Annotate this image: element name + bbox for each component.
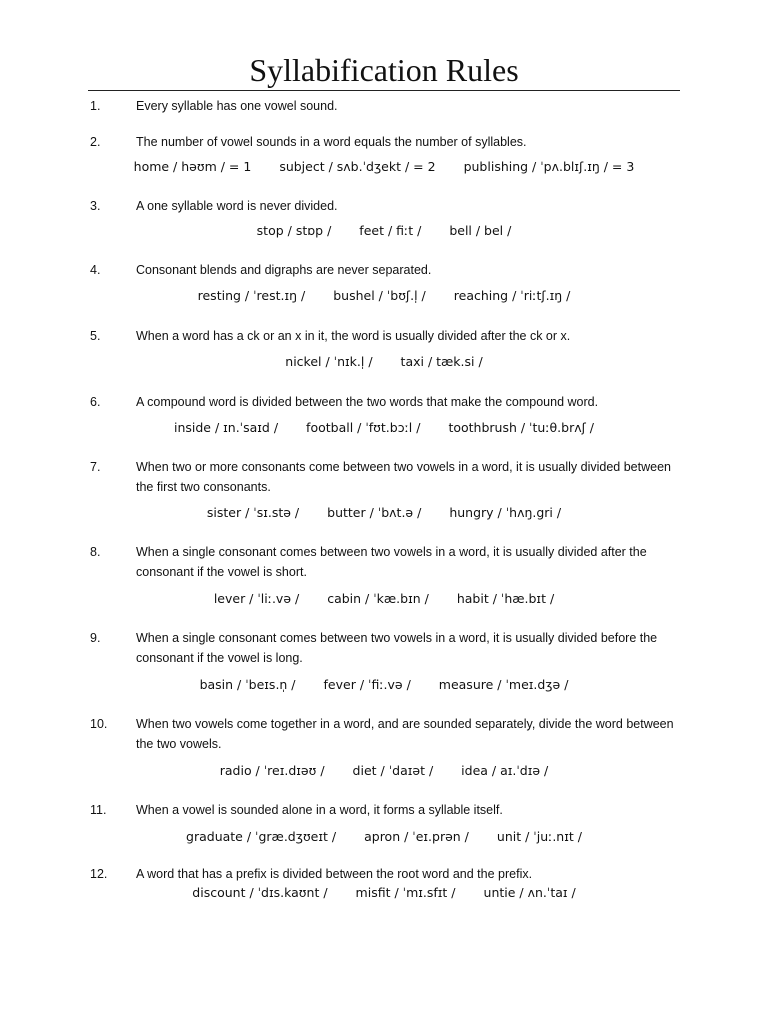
- rule-text: A one syllable word is never divided.: [136, 199, 338, 213]
- example-word: apron / ˈeɪ.prən /: [364, 829, 469, 844]
- rule-number: 11.: [90, 803, 107, 817]
- rule-number: 9.: [90, 631, 101, 645]
- example-word: basin / ˈbeɪs.n̩ /: [199, 677, 296, 692]
- rule-text: A word that has a prefix is divided between the root word and the prefix.: [136, 867, 533, 881]
- example-word: diet / ˈdaɪət /: [352, 763, 434, 778]
- rule-text: When two or more consonants come between two vowels in a word, it is usually divided between the first two consonants.: [136, 460, 671, 494]
- rule-text: A compound word is divided between the two words that make the compound word.: [136, 395, 599, 409]
- rule-text: When two vowels come together in a word, and are sounded separately, divide the word between the two vowels.: [136, 717, 674, 751]
- example-word: bushel / ˈbʊʃ.l̩ /: [333, 288, 426, 303]
- rule-number: 4.: [90, 263, 101, 277]
- rule-examples: [0, 884, 768, 902]
- rule-examples: [0, 676, 768, 694]
- rule-text: Every syllable has one vowel sound.: [136, 99, 338, 113]
- rule-examples: [0, 590, 768, 608]
- example-word: toothbrush / ˈtuːθ.brʌʃ /: [448, 420, 595, 435]
- example-word: sister / ˈsɪ.stə /: [206, 505, 300, 520]
- example-word: home / həʊm / = 1: [133, 159, 252, 174]
- rule-number: 1.: [90, 99, 101, 113]
- rule-examples: [0, 222, 768, 240]
- rule-number: 10.: [90, 717, 108, 731]
- example-word: discount / ˈdɪs.kaʊnt /: [192, 885, 328, 900]
- rule-examples: [0, 504, 768, 522]
- example-word: subject / sʌb.ˈdʒekt / = 2: [279, 159, 436, 174]
- rule-text: The number of vowel sounds in a word equals the number of syllables.: [136, 135, 527, 149]
- rule-number: 6.: [90, 395, 101, 409]
- example-word: butter / ˈbʌt.ə /: [327, 505, 422, 520]
- example-word: resting / ˈrest.ɪŋ /: [197, 288, 306, 303]
- example-word: habit / ˈhæ.bɪt /: [456, 591, 555, 606]
- example-word: fever / ˈfiː.və /: [323, 677, 411, 692]
- rule-text: Consonant blends and digraphs are never separated.: [136, 263, 432, 277]
- rule-number: 8.: [90, 545, 101, 559]
- example-word: reaching / ˈriːtʃ.ɪŋ /: [453, 288, 571, 303]
- rule-examples: [0, 353, 768, 371]
- rule-text: When a word has a ck or an x in it, the word is usually divided after the ck or x.: [136, 329, 571, 343]
- example-word: hungry / ˈhʌŋ.gri /: [449, 505, 562, 520]
- rule-examples: [0, 158, 768, 176]
- example-word: inside / ɪn.ˈsaɪd /: [173, 420, 279, 435]
- rule-text: When a single consonant comes between two vowels in a word, it is usually divided before the consonant if the vowel is long.: [136, 631, 658, 665]
- example-word: misfit / ˈmɪ.sfɪt /: [355, 885, 456, 900]
- rule-number: 5.: [90, 329, 101, 343]
- rule-examples: [0, 419, 768, 437]
- rule-examples: [0, 762, 768, 780]
- example-word: unit / ˈjuː.nɪt /: [496, 829, 582, 844]
- rule-examples: [0, 287, 768, 305]
- rule-text: When a single consonant comes between two vowels in a word, it is usually divided after the consonant if the vowel is short.: [136, 545, 647, 579]
- example-word: bell / bel /: [449, 223, 512, 238]
- rule-text: When a vowel is sounded alone in a word, it forms a syllable itself.: [136, 803, 503, 817]
- example-word: nickel / ˈnɪk.l̩ /: [285, 354, 373, 369]
- example-word: feet / fiːt /: [359, 223, 422, 238]
- rule-number: 7.: [90, 460, 101, 474]
- example-word: untie / ʌn.ˈtaɪ /: [483, 885, 576, 900]
- rule-number: 2.: [90, 135, 101, 149]
- example-word: football / ˈfʊt.bɔːl /: [306, 420, 421, 435]
- example-word: cabin / ˈkæ.bɪn /: [327, 591, 429, 606]
- page-title: Syllabification Rules: [249, 52, 519, 88]
- example-word: measure / ˈmeɪ.dʒə /: [438, 677, 569, 692]
- rule-examples: [0, 828, 768, 846]
- rule-number: 12.: [90, 867, 108, 881]
- example-word: taxi / tæk.si /: [400, 354, 483, 369]
- example-word: radio / ˈreɪ.dɪəʊ /: [219, 763, 325, 778]
- title-underline: [88, 90, 680, 91]
- example-word: idea / aɪ.ˈdɪə /: [461, 763, 549, 778]
- example-word: lever / ˈliː.və /: [213, 591, 300, 606]
- example-word: publishing / ˈpʌ.blɪʃ.ɪŋ / = 3: [463, 159, 635, 174]
- rule-number: 3.: [90, 199, 101, 213]
- example-word: graduate / ˈgræ.dʒʊeɪt /: [186, 829, 337, 844]
- example-word: stop / stɒp /: [256, 223, 332, 238]
